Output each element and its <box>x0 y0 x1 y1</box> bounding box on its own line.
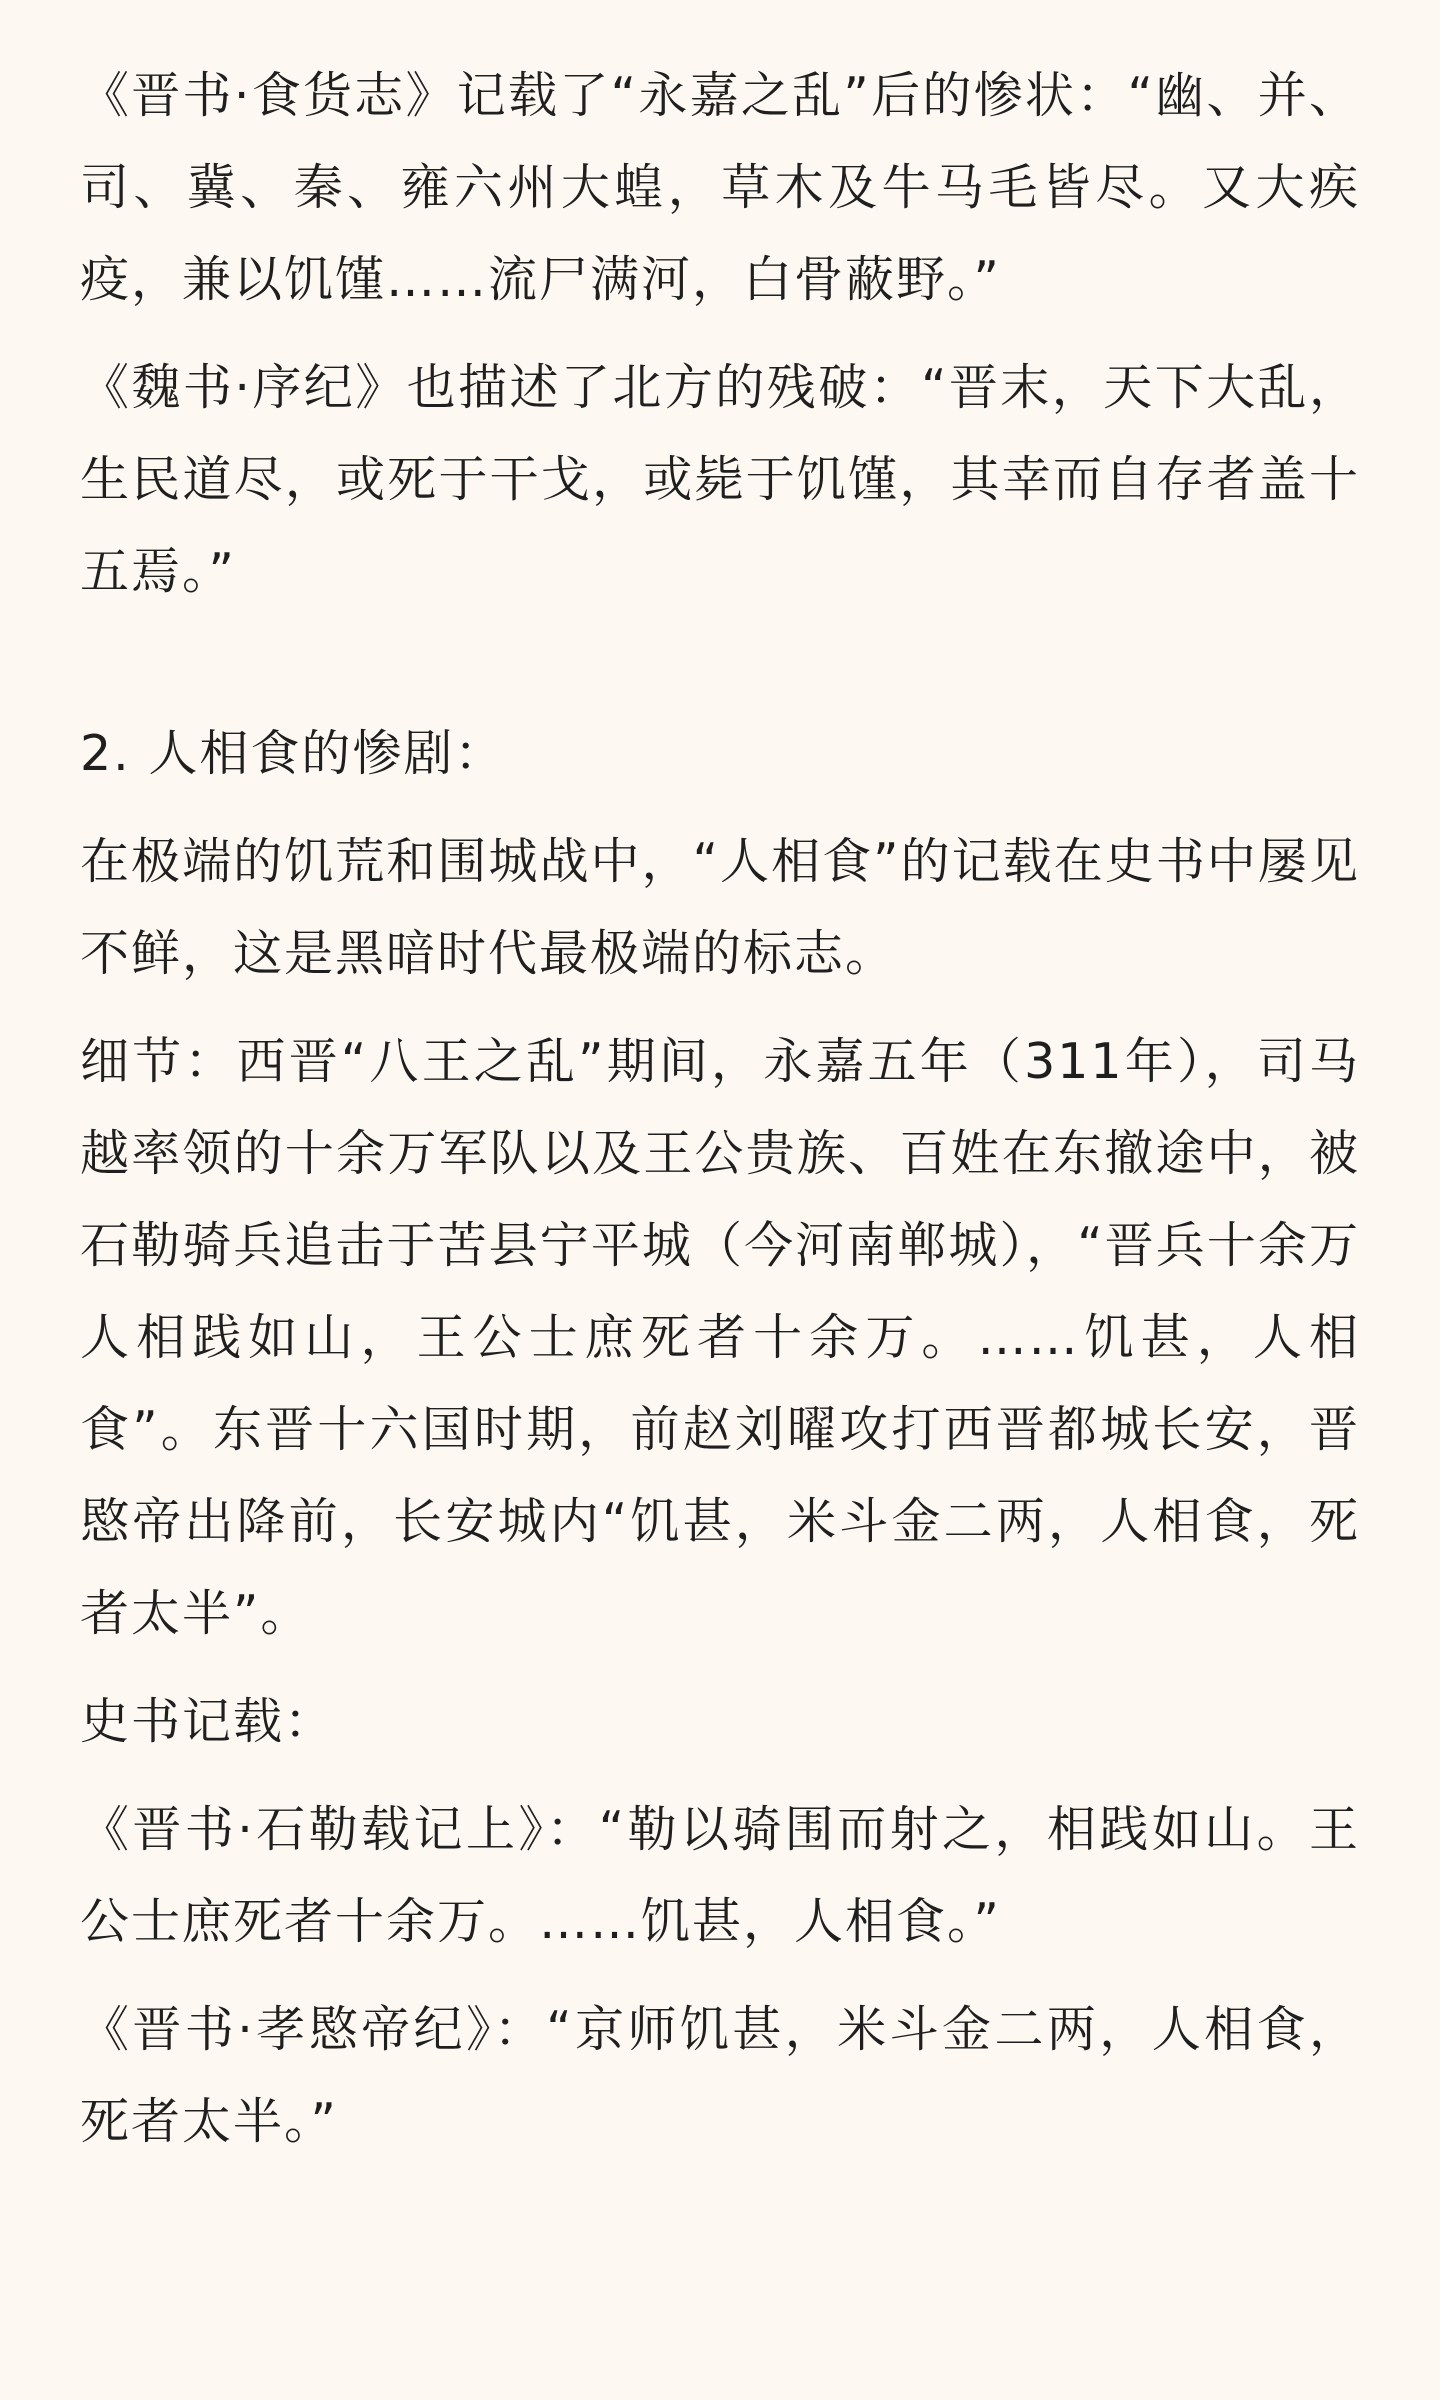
paragraph-jinshu-shile: 《晋书·石勒载记上》：“勒以骑围而射之，相践如山。王公士庶死者十余万。……饥甚，人相食。” <box>80 1801 1360 1950</box>
paragraph-details: 细节：西晋“八王之乱”期间，永嘉五年（311年），司马越率领的十余万军队以及王公贵族、百姓在东撤途中，被石勒骑兵追击于苦县宁平城（今河南郸城），“晋兵十余万人相践如山，王公士庶死者十余万。……饥甚，人相食”。东晋十六国时期，前赵刘曜攻打西晋都城长安，晋愍帝出降前，长安城内“饥甚，米斗金二两，人相食，死者太半”。 <box>80 1033 1360 1642</box>
paragraph-historical-records-label: 史书记载： <box>80 1693 336 1750</box>
paragraph-jinshu-xiaomin: 《晋书·孝愍帝纪》：“京师饥甚，米斗金二两，人相食，死者太半。” <box>80 2001 1360 2150</box>
paragraph-weishu-xuji: 《魏书·序纪》也描述了北方的残破：“晋末，天下大乱，生民道尽，或死于干戈，或毙于饥馑，其幸而自存者盖十五焉。” <box>80 359 1360 600</box>
paragraph-jinshu-shihuozhi: 《晋书·食货志》记载了“永嘉之乱”后的惨状：“幽、并、司、冀、秦、雍六州大蝗，草木及牛马毛皆尽。又大疾疫，兼以饥馑……流尸满河，白骨蔽野。” <box>80 67 1360 308</box>
paragraph-intro-cannibalism: 在极端的饥荒和围城战中，“人相食”的记载在史书中屡见不鲜，这是黑暗时代最极端的标志。 <box>80 833 1360 982</box>
section-heading-cannibalism: 2. 人相食的惨剧： <box>80 725 506 782</box>
